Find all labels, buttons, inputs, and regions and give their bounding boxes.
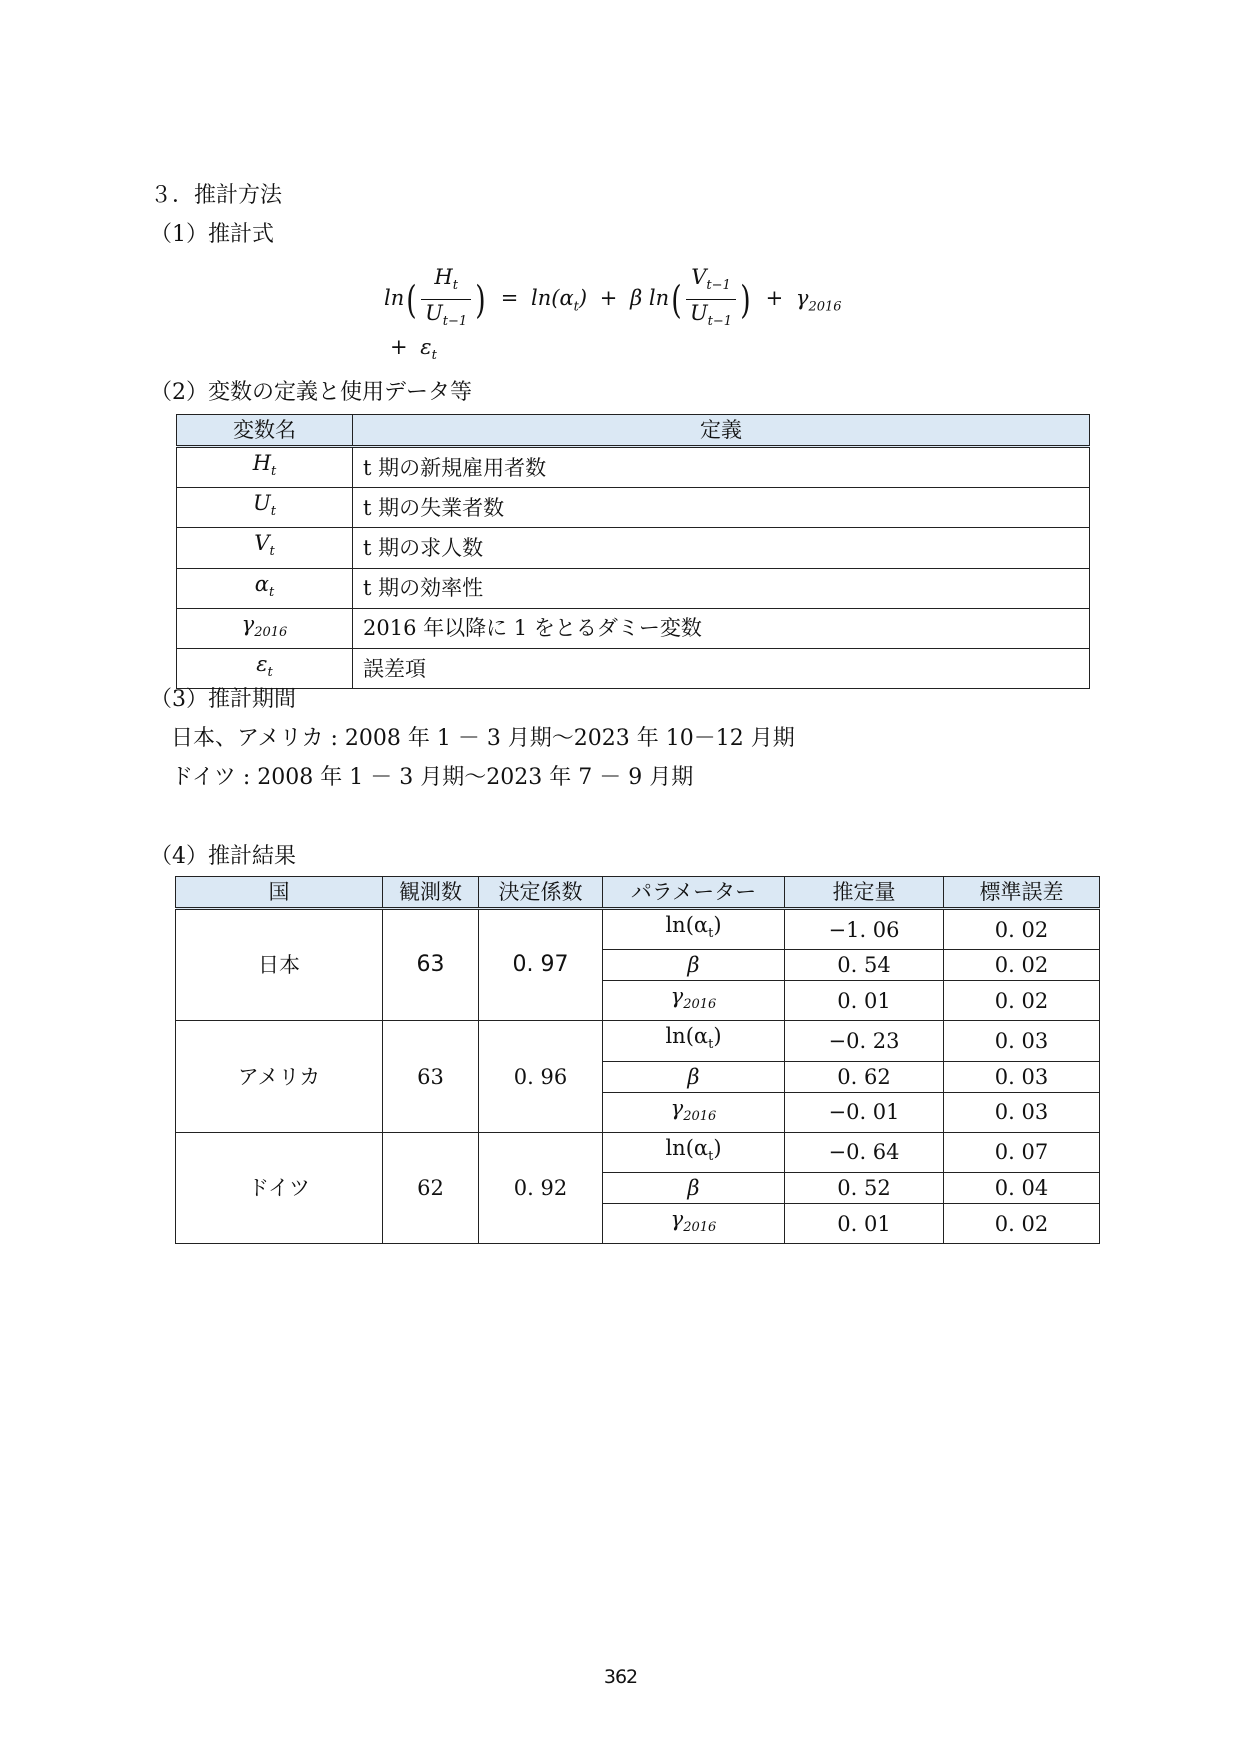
table-row <box>176 1132 1100 1172</box>
header-std-error: 標準誤差 <box>944 877 1100 909</box>
std-error-value: 0. 02 <box>944 950 1100 981</box>
parameter-beta: β <box>603 1172 785 1203</box>
country-name: ドイツ <box>176 1132 383 1243</box>
header-parameter: パラメーター <box>603 877 785 909</box>
period-line-germany: ドイツ : 2008 年 1 － 3 月期～2023 年 7 － 9 月期 <box>171 765 694 790</box>
table-row <box>177 648 1090 688</box>
table-header-row <box>177 415 1090 447</box>
std-error-value: 0. 02 <box>944 1203 1100 1243</box>
estimate-value: 0. 01 <box>785 981 944 1021</box>
header-definition: 定義 <box>353 415 1090 447</box>
subsection-formula-heading: （1）推計式 <box>150 222 274 247</box>
estimation-formula: ln( $\frac{H_t}{U_{t-1}}$ ) = $\ln(\alpha_t) + \beta$ ln( $\frac{V_{t-1}}{U_{t-1}}$ ) + $\gamma_{2016} + \varepsilon_t$ <box>384 265 842 364</box>
variable-definition: t 期の求人数 <box>353 528 1090 568</box>
estimate-value: 0. 01 <box>785 1203 944 1243</box>
variable-symbol: $U_t$ <box>177 488 353 528</box>
observations: 63 <box>383 1021 479 1132</box>
table-header-row <box>176 877 1100 909</box>
observations: 62 <box>383 1132 479 1243</box>
parameter-gamma: $\gamma_{2016}$ <box>603 1203 785 1243</box>
std-error-value: 0. 03 <box>944 1021 1100 1061</box>
variable-definition: t 期の失業者数 <box>353 488 1090 528</box>
header-r-squared: 決定係数 <box>479 877 603 909</box>
subsection-period-heading: （3）推計期間 <box>150 687 296 712</box>
period-line-japan-us: 日本、アメリカ : 2008 年 1 － 3 月期～2023 年 10－12 月期 <box>171 726 795 751</box>
variable-definition: t 期の新規雇用者数 <box>353 447 1090 488</box>
table-row <box>177 568 1090 608</box>
parameter-beta: β <box>603 1061 785 1092</box>
country-name: アメリカ <box>176 1021 383 1132</box>
table-row <box>177 447 1090 488</box>
variable-definition: t 期の効率性 <box>353 568 1090 608</box>
section-title: ３．推計方法 <box>150 183 283 208</box>
parameter-gamma: $\gamma_{2016}$ <box>603 981 785 1021</box>
variable-symbol: $H_t$ <box>177 447 353 488</box>
variable-definition-table <box>176 414 1090 689</box>
std-error-value: 0. 02 <box>944 909 1100 950</box>
variable-definition: 誤差項 <box>353 648 1090 688</box>
r-squared: 0. 96 <box>479 1021 603 1132</box>
std-error-value: 0. 07 <box>944 1132 1100 1172</box>
estimate-value: −1. 06 <box>785 909 944 950</box>
estimate-value: −0. 01 <box>785 1092 944 1132</box>
parameter-beta: β <box>603 950 785 981</box>
variable-definition: 2016 年以降に 1 をとるダミー変数 <box>353 608 1090 648</box>
std-error-value: 0. 04 <box>944 1172 1100 1203</box>
estimate-value: −0. 64 <box>785 1132 944 1172</box>
header-country: 国 <box>176 877 383 909</box>
table-row <box>176 909 1100 950</box>
parameter-ln-alpha: $\ln(\alpha_t)$ <box>603 1132 785 1172</box>
variable-symbol: $\varepsilon_t$ <box>177 648 353 688</box>
r-squared: 0. 97 <box>479 909 603 1021</box>
table-row <box>177 528 1090 568</box>
page-number: 362 <box>603 1666 638 1688</box>
parameter-ln-alpha: $\ln(\alpha_t)$ <box>603 1021 785 1061</box>
parameter-ln-alpha: $\ln(\alpha_t)$ <box>603 909 785 950</box>
header-estimate: 推定量 <box>785 877 944 909</box>
r-squared: 0. 92 <box>479 1132 603 1243</box>
header-variable-name: 変数名 <box>177 415 353 447</box>
variable-symbol: $\alpha_t$ <box>177 568 353 608</box>
variable-symbol: $\gamma_{2016}$ <box>177 608 353 648</box>
table-row <box>176 1021 1100 1061</box>
country-name: 日本 <box>176 909 383 1021</box>
std-error-value: 0. 03 <box>944 1061 1100 1092</box>
std-error-value: 0. 03 <box>944 1092 1100 1132</box>
parameter-gamma: $\gamma_{2016}$ <box>603 1092 785 1132</box>
estimate-value: 0. 54 <box>785 950 944 981</box>
variable-symbol: $V_t$ <box>177 528 353 568</box>
estimation-results-table <box>175 876 1100 1244</box>
observations: 63 <box>383 909 479 1021</box>
subsection-variables-heading: （2）変数の定義と使用データ等 <box>150 380 472 405</box>
header-observations: 観測数 <box>383 877 479 909</box>
table-row <box>177 608 1090 648</box>
table-row <box>177 488 1090 528</box>
estimate-value: 0. 52 <box>785 1172 944 1203</box>
estimate-value: −0. 23 <box>785 1021 944 1061</box>
std-error-value: 0. 02 <box>944 981 1100 1021</box>
estimate-value: 0. 62 <box>785 1061 944 1092</box>
subsection-results-heading: （4）推計結果 <box>150 844 296 869</box>
